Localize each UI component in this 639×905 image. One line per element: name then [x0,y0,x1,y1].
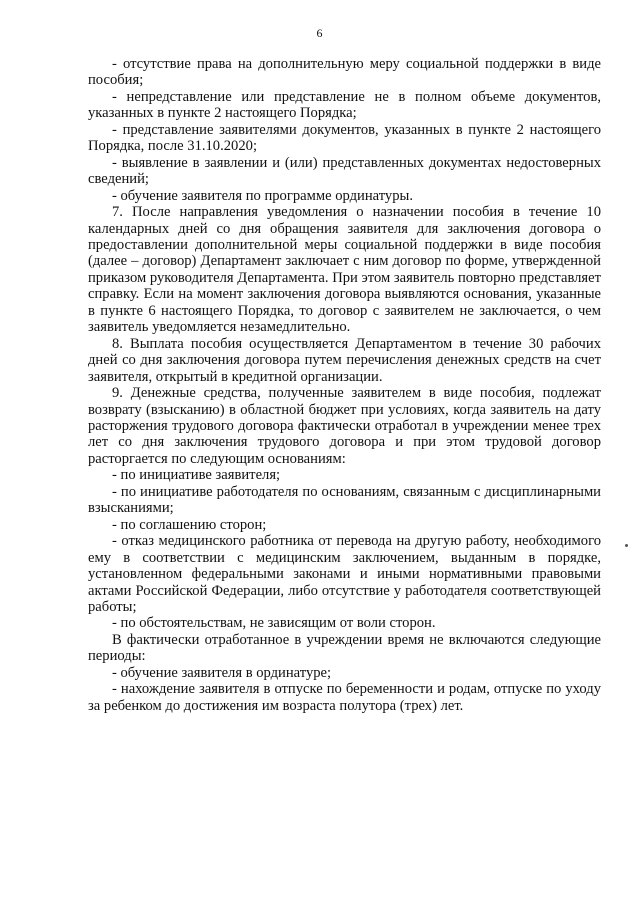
document-body [88,56,601,714]
page-number: 6 [316,26,323,40]
excluded-periods-intro: В фактически отработанное в учреждении время не включаются следующие периоды: [88,631,601,665]
clause-8: 8. Выплата пособия осуществляется Департаментом в течение 30 рабочих дней со дня заключения договора путем перечисления денежных средств на счет заявителя, открытый в кредитной организации. [88,335,601,385]
scan-artifact-dot [625,544,628,547]
list-item-transfer-refusal: - отказ медицинского работника от перевода на другую работу, необходимого ему в соответствии с медицинским заключением, выданным в порядке, установленном федеральными законами и иными нормативными правовыми актами Российской Федерации, либо отсутствие у работодателя соответствующей работы; [88,533,601,615]
list-item-residency-training: - обучение заявителя по программе ординатуры. [112,187,413,204]
clause-7: 7. После направления уведомления о назначении пособия в течение 10 календарных дней со дня обращения заявителя для заключения договора о предоставлении дополнительной меры социальной поддержки в виде пособия (далее – договор) Департамент заключает с ним договор по форме, утвержденной приказом руководителя Департамента. При этом заявитель повторно представляет справку. Если на момент заключения договора выявляются основания, указанные в пункте 6 настоящего Порядка, то договор с заявителем не заключается, о чем заявитель уведомляется незамедлительно. [88,204,601,336]
list-item-residency-period: - обучение заявителя в ординатуре; [112,664,332,681]
list-item-employer-initiative: - по инициативе работодателя по основаниям, связанным с дисциплинарными взысканиями; [88,483,601,517]
list-item-circumstances: - по обстоятельствам, не зависящим от воли сторон. [112,615,436,632]
list-item-false-information: - выявление в заявлении и (или) представленных документах недостоверных сведений; [88,154,601,188]
clause-9: 9. Денежные средства, полученные заявителем в виде пособия, подлежат возврату (взысканию) в областной бюджет при условиях, когда заявитель на дату расторжения трудового договора фактически отработал в учреждении менее трех лет со дня заключения трудового договора и при этом трудовой договор расторгается по следующим основаниям: [88,385,601,467]
list-item-employee-initiative: - по инициативе заявителя; [112,467,281,484]
list-item-no-right-to-support: - отсутствие права на дополнительную меру социальной поддержки в виде пособия; [88,56,601,89]
list-item-maternity-leave: - нахождение заявителя в отпуске по беременности и родам, отпуске по уходу за ребенком до достижения им возраста полутора (трех) лет. [88,681,601,714]
list-item-late-documents: - представление заявителями документов, указанных в пункте 2 настоящего Порядка, после 31.10.2020; [88,121,601,155]
list-item-incomplete-documents: - непредставление или представление не в полном объеме документов, указанных в пункте 2 настоящего Порядка; [88,88,601,122]
list-item-mutual-agreement: - по соглашению сторон; [112,516,267,533]
